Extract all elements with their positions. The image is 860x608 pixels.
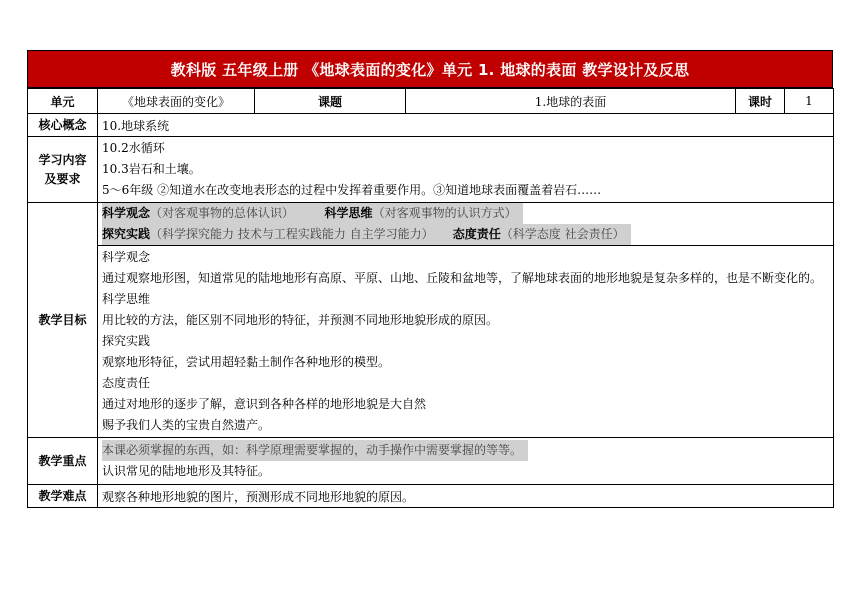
topic-label: 课题 [255,89,406,114]
teaching-goals-label: 教学目标 [28,203,98,438]
unit-label: 单元 [28,89,98,114]
core-concept-row [28,114,834,137]
learning-content-row [28,137,834,203]
core-concept-label: 核心概念 [28,114,98,137]
key-points-label: 教学重点 [28,438,98,485]
topic-value: 1.地球的表面 [406,89,736,114]
goal-line: 态度责任 [102,376,151,390]
learning-content-line: 10.3岩石和土壤。 [102,162,201,176]
learning-content-body [98,137,834,203]
key-points-row [28,438,834,485]
learning-content-label [28,137,98,203]
band-practice-note: （科学探究能力 技术与工程实践能力 自主学习能力） [150,227,434,241]
goals-body-row [28,246,834,438]
goal-line: 观察地形特征，尝试用超轻黏土制作各种地形的模型。 [102,355,391,369]
document-title: 教科版 五年级上册 《地球表面的变化》单元 1. 地球的表面 教学设计及反思 [27,50,833,88]
teaching-goals-body [98,246,834,438]
core-concept-value: 10.地球系统 [98,114,834,137]
band-thinking-title: 科学思维 [324,206,373,220]
band-practice-title: 探究实践 [102,227,151,241]
key-points-value: 认识常见的陆地地形及其特征。 [102,464,271,478]
goal-line: 科学思维 [102,292,151,306]
goals-band-2 [102,224,631,245]
band-concept-note: （对客观事物的总体认识） [150,206,295,220]
goals-band-row [28,203,834,246]
goal-line: 赐予我们人类的宝贵自然遗产。 [102,418,271,432]
difficult-points-label: 教学难点 [28,485,98,508]
goal-line: 用比较的方法，能区别不同地形的特征，并预测不同地形地貌形成的原因。 [102,313,499,327]
learning-content-line: 5～6年级 ②知道水在改变地表形态的过程中发挥着重要作用。③知道地球表面覆盖着岩石…… [102,183,602,197]
goal-line: 通过对地形的逐步了解，意识到各种各样的地形地貌是大自然 [102,397,427,411]
band-concept-title: 科学观念 [102,206,151,220]
lesson-plan-sheet [27,50,833,508]
band-thinking-note: （对客观事物的认识方式） [372,206,517,220]
learning-content-label-line2: 及要求 [44,171,81,186]
goals-band [98,203,834,246]
header-row [28,89,834,114]
goal-line: 通过观察地形图，知道常见的陆地地形有高原、平原、山地、丘陵和盆地等，了解地球表面的地形地貌是复杂多样的，也是不断变化的。 [102,271,823,285]
band-attitude-title: 态度责任 [452,227,501,241]
key-points-body [98,438,834,485]
learning-content-line: 10.2水循环 [102,141,165,155]
band-attitude-note: （科学态度 社会责任） [500,227,625,241]
goal-line: 探究实践 [102,334,151,348]
goal-line: 科学观念 [102,250,151,264]
learning-content-label-line1: 学习内容 [38,152,87,167]
goals-band-1 [102,203,523,224]
lesson-plan-table [27,88,834,508]
difficult-points-value: 观察各种地形地貌的图片，预测形成不同地形地貌的原因。 [98,485,834,508]
period-label: 课时 [736,89,785,114]
period-value: 1 [785,89,834,114]
unit-value: 《地球表面的变化》 [98,89,255,114]
key-points-hint: 本课必须掌握的东西，如：科学原理需要掌握的，动手操作中需要掌握的等等。 [102,440,528,461]
difficult-points-row [28,485,834,508]
